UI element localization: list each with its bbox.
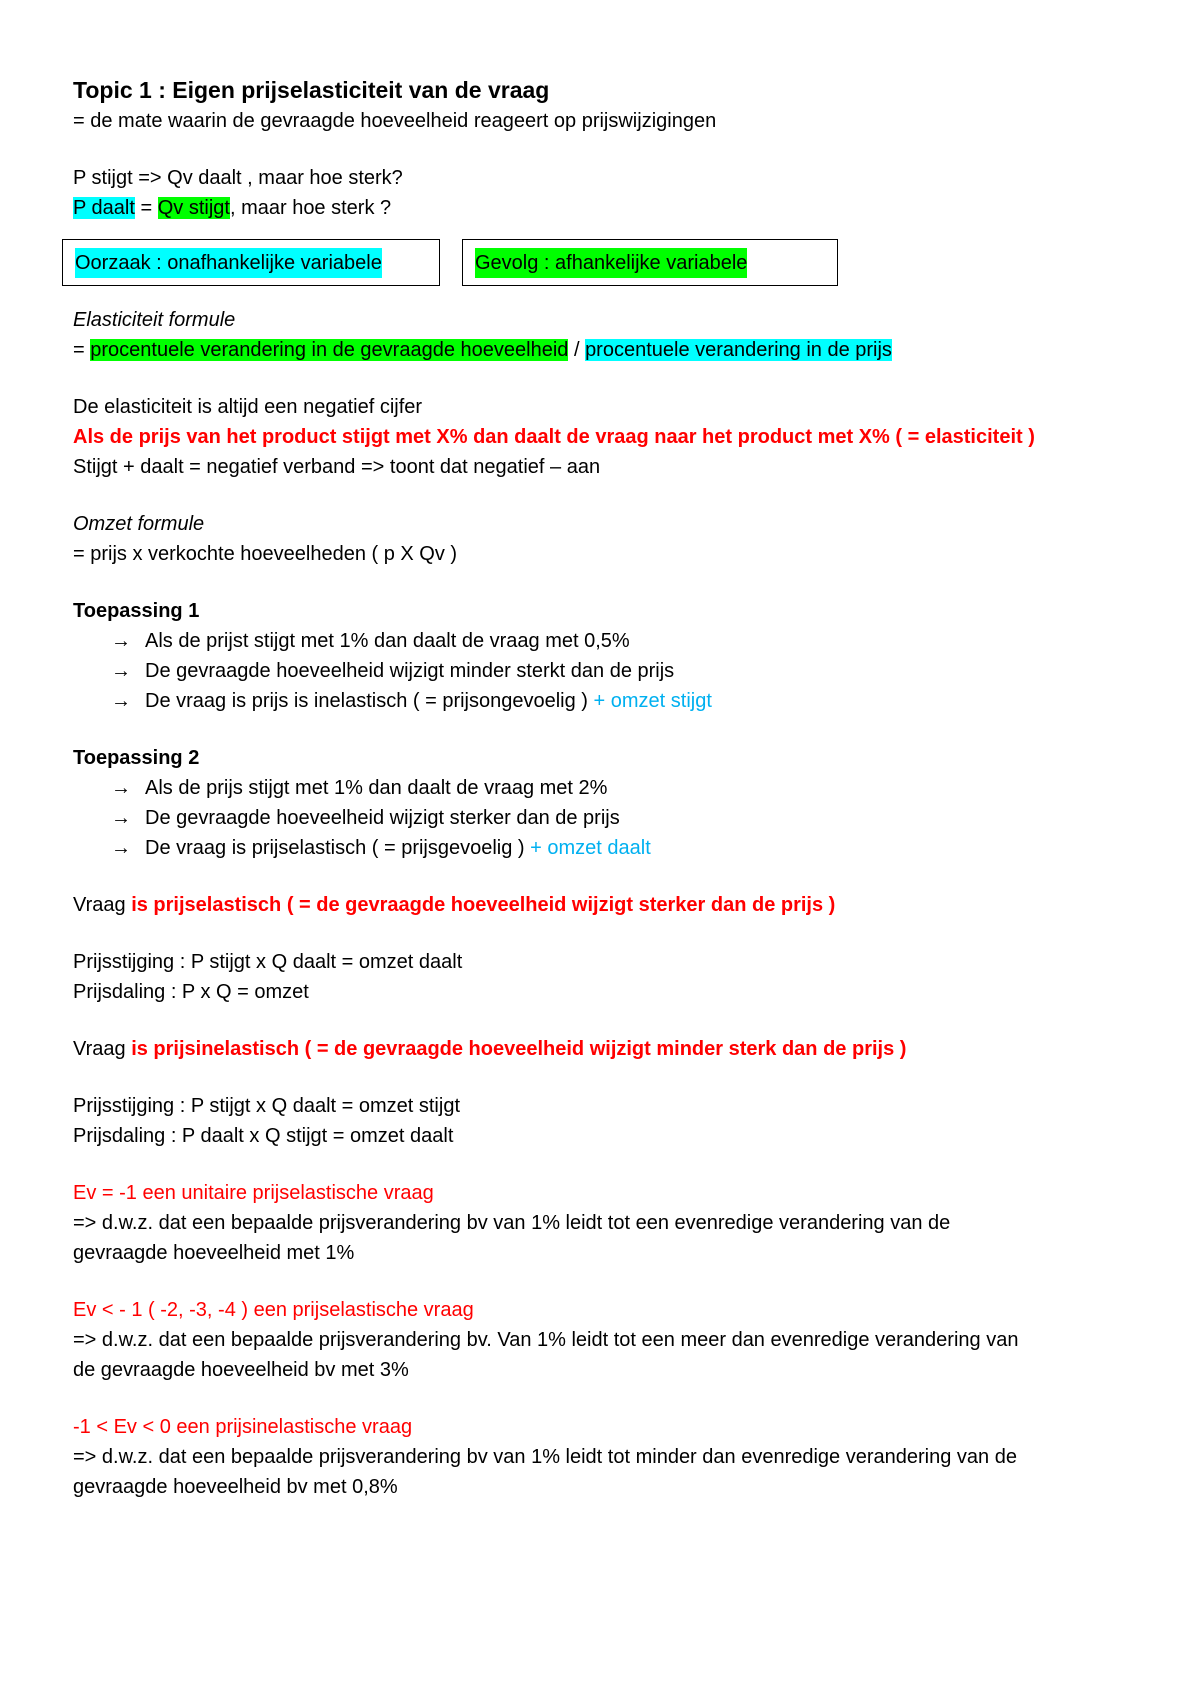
p-stijgt-line: P stijgt => Qv daalt , maar hoe sterk?	[73, 167, 403, 189]
qv-stijgt-highlight: Qv stijgt	[157, 197, 230, 219]
arrow-right-icon: →	[111, 837, 131, 859]
case-inelastisch-line2: gevraagde hoeveelheid bv met 0,8%	[73, 1476, 398, 1498]
list-item: → De vraag is prijselastisch ( = prijsgevoelig ) + omzet daalt	[111, 833, 1133, 863]
p-daalt-line: P daalt = Qv stijgt, maar hoe sterk ?	[73, 197, 392, 219]
case-unitair-heading: Ev = -1 een unitaire prijselastische vraag	[73, 1182, 434, 1204]
toepassing1-list	[73, 626, 1133, 716]
case-elastisch-line2: de gevraagde hoeveelheid bv met 3%	[73, 1359, 409, 1381]
elastisch-daling: Prijsdaling : P x Q = omzet	[73, 981, 309, 1003]
als-prijs-line: Als de prijs van het product stijgt met X% dan daalt de vraag naar het product met X% ( = elasticiteit )	[73, 426, 1035, 448]
toepassing2-heading: Toepassing 2	[73, 747, 200, 769]
case-inelastisch-line1: => d.w.z. dat een bepaalde prijsverandering bv van 1% leidt tot minder dan evenredige verandering van de	[73, 1446, 1017, 1468]
toepassing2-list	[73, 773, 1133, 863]
list-item: → De gevraagde hoeveelheid wijzigt minder sterkt dan de prijs	[111, 656, 1133, 686]
toepassing1-heading: Toepassing 1	[73, 600, 200, 622]
omzet-stijgt-note: + omzet stijgt	[593, 690, 712, 712]
inelastisch-heading: Vraag is prijsinelastisch ( = de gevraagde hoeveelheid wijzigt minder sterk dan de prijs )	[73, 1038, 907, 1060]
arrow-right-icon: →	[111, 777, 131, 799]
case-elastisch-heading: Ev < - 1 ( -2, -3, -4 ) een prijselastische vraag	[73, 1299, 474, 1321]
stijgt-daalt-line: Stijgt + daalt = negatief verband => toont dat negatief – aan	[73, 456, 601, 478]
omzet-formula: = prijs x verkochte hoeveelheden ( p X Qv )	[73, 543, 458, 565]
formula-denominator: procentuele verandering in de prijs	[585, 339, 892, 361]
omzet-daalt-note: + omzet daalt	[530, 837, 651, 859]
elasticiteit-heading: Elasticiteit formule	[73, 309, 236, 331]
arrow-right-icon: →	[111, 690, 131, 712]
cause-effect-boxes	[73, 239, 1133, 305]
page-title: Topic 1 : Eigen prijselasticiteit van de vraag	[73, 77, 550, 103]
p-daalt-highlight: P daalt	[73, 197, 135, 219]
case-unitair-line2: gevraagde hoeveelheid met 1%	[73, 1242, 355, 1264]
omzet-heading: Omzet formule	[73, 513, 205, 535]
gevolg-box	[462, 239, 838, 286]
gevolg-label: Gevolg : afhankelijke variabele	[475, 248, 747, 278]
elastisch-heading: Vraag is prijselastisch ( = de gevraagde hoeveelheid wijzigt sterker dan de prijs )	[73, 894, 836, 916]
elasticiteit-formula: = procentuele verandering in de gevraagde hoeveelheid / procentuele verandering in de prijs	[73, 339, 892, 361]
arrow-right-icon: →	[111, 807, 131, 829]
case-inelastisch-heading: -1 < Ev < 0 een prijsinelastische vraag	[73, 1416, 413, 1438]
list-item: → De vraag is prijs is inelastisch ( = prijsongevoelig ) + omzet stijgt	[111, 686, 1133, 716]
case-elastisch-line1: => d.w.z. dat een bepaalde prijsverandering bv. Van 1% leidt tot een meer dan evenredige verandering van	[73, 1329, 1019, 1351]
arrow-right-icon: →	[111, 630, 131, 652]
inelastisch-stijging: Prijsstijging : P stijgt x Q daalt = omzet stijgt	[73, 1095, 461, 1117]
oorzaak-box	[62, 239, 440, 286]
document-page	[73, 74, 1133, 1502]
list-item: → De gevraagde hoeveelheid wijzigt sterker dan de prijs	[111, 803, 1133, 833]
oorzaak-label: Oorzaak : onafhankelijke variabele	[75, 248, 382, 278]
case-unitair-line1: => d.w.z. dat een bepaalde prijsverandering bv van 1% leidt tot een evenredige verandering van de	[73, 1212, 951, 1234]
arrow-right-icon: →	[111, 660, 131, 682]
definition-text: = de mate waarin de gevraagde hoeveelheid reageert op prijswijzigingen	[73, 110, 717, 132]
formula-numerator: procentuele verandering in de gevraagde hoeveelheid	[90, 339, 569, 361]
negatief-line: De elasticiteit is altijd een negatief cijfer	[73, 396, 423, 418]
inelastisch-daling: Prijsdaling : P daalt x Q stijgt = omzet daalt	[73, 1125, 454, 1147]
elastisch-stijging: Prijsstijging : P stijgt x Q daalt = omzet daalt	[73, 951, 463, 973]
list-item: → Als de prijst stijgt met 1% dan daalt de vraag met 0,5%	[111, 626, 1133, 656]
list-item: → Als de prijs stijgt met 1% dan daalt de vraag met 2%	[111, 773, 1133, 803]
